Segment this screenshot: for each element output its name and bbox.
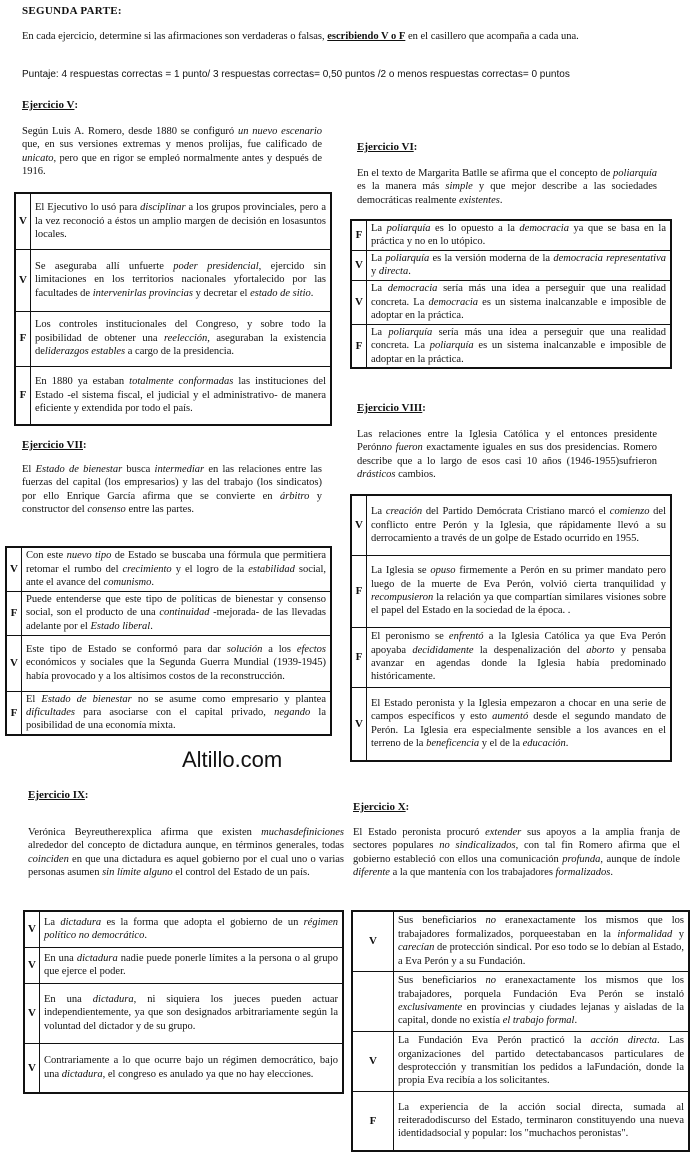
statement-cell xyxy=(367,687,672,761)
table-row xyxy=(351,555,671,627)
table-row xyxy=(351,220,671,250)
answer-cell[interactable]: V xyxy=(24,1043,40,1093)
text-segment: En una xyxy=(44,993,93,1005)
text-segment: sería más una idea a perseguir que una realidad concreta. La xyxy=(371,283,667,308)
emphasis-text: informalidad xyxy=(617,928,673,940)
answer-cell[interactable]: V xyxy=(6,547,22,591)
text-segment: , ni siquiera los jueces pueden actuar independientemente, ya que son designados arbitrariamente según la voluntad del dictador y de su grupo. xyxy=(44,993,339,1032)
text-segment: y el de la xyxy=(479,738,523,750)
text-segment: la despenalización del xyxy=(473,644,587,656)
emphasis-text: dictadura xyxy=(60,916,102,928)
emphasis-text: comunismo xyxy=(103,576,152,588)
emphasis-text: solución xyxy=(226,643,263,655)
table-row xyxy=(15,193,331,249)
emphasis-text: aborto xyxy=(586,644,615,656)
answer-cell[interactable]: V xyxy=(24,983,40,1043)
text-segment: y que mejor describe a las sociedades democráticas realmente xyxy=(357,181,657,206)
emphasis-text: consenso xyxy=(87,504,126,516)
statement-cell xyxy=(394,1091,690,1151)
text-segment: . xyxy=(144,930,147,942)
text-segment: cambios. xyxy=(395,469,436,481)
text-segment: . xyxy=(565,738,569,750)
ex8-heading: Ejercicio VIII: xyxy=(357,402,426,414)
text-segment: y xyxy=(371,266,379,278)
text-segment: La xyxy=(371,223,387,234)
text-segment: El Ejecutivo lo usó para xyxy=(35,202,141,214)
emphasis-text: dictadura xyxy=(61,1068,103,1080)
answer-cell[interactable]: F xyxy=(15,366,31,425)
text-segment: y pensaba avanzar en agendas donde la Iglesia había predominado históricamente. xyxy=(371,644,666,683)
table-row xyxy=(352,971,689,1031)
text-segment: La Iglesia se xyxy=(371,565,431,577)
table-row xyxy=(24,911,343,947)
emphasis-text: coinciden xyxy=(28,853,69,865)
text-segment: es la versión moderna de la xyxy=(429,252,554,264)
ex5-heading: Ejercicio V: xyxy=(22,99,78,111)
answer-cell[interactable]: V xyxy=(6,635,22,691)
table-row xyxy=(352,911,689,971)
text-segment: el control del Estado de un país. xyxy=(172,867,310,879)
emphasis-text: intervenirlas provincias xyxy=(92,287,193,299)
emphasis-text: democracia xyxy=(428,296,479,308)
text-segment: busca xyxy=(122,464,155,475)
text-segment: entre las partes. xyxy=(125,504,195,516)
statement-cell xyxy=(40,911,344,947)
text-segment: es un sistema inalcanzable e imposible de adoptar en la práctica. xyxy=(371,296,666,322)
answer-cell[interactable]: F xyxy=(6,691,22,735)
ex6-intro xyxy=(357,167,657,207)
ex6-heading: Ejercicio VI: xyxy=(357,141,418,153)
statement-cell xyxy=(22,591,332,635)
text-segment: del Partido Demócrata Cristiano marcó el xyxy=(422,506,610,518)
text-segment: nadie puede ponerle límites a la persona o al grupo que ejerce el poder. xyxy=(44,952,339,977)
statement-cell xyxy=(40,1043,344,1093)
text-segment: Contrariamente a lo que ocurre bajo un régimen democrático, bajo una xyxy=(44,1055,338,1080)
answer-cell[interactable]: V xyxy=(351,280,367,324)
ex8-table xyxy=(350,494,672,762)
answer-cell[interactable]: F xyxy=(352,1091,394,1151)
emphasis-text: no xyxy=(485,975,496,987)
statement-cell xyxy=(31,366,332,425)
statement-cell xyxy=(394,911,690,971)
text-segment: en las relaciones entre las fuerzas del capital (los empresarios) y las del trabajo (los sindicatos) por ello Enrique García afirma que se convierte en xyxy=(22,464,322,502)
emphasis-text: poliarquía xyxy=(613,168,657,179)
answer-cell[interactable] xyxy=(352,971,394,1031)
text-segment: y decretar el xyxy=(192,287,251,299)
text-segment: es la manera más xyxy=(357,181,446,193)
text-segment: . xyxy=(310,287,314,299)
table-row xyxy=(24,1043,343,1093)
text-segment: y constructor del xyxy=(22,490,322,516)
emphasis-text: no fueron xyxy=(381,442,423,454)
emphasis-text: sin límite alguno xyxy=(102,867,173,879)
instructions-emphasis: escribiendo V o F xyxy=(327,31,406,42)
instructions xyxy=(22,30,672,43)
text-segment: La Fundación Eva Perón practicó la xyxy=(398,1035,591,1047)
emphasis-text: dictadura xyxy=(92,993,134,1005)
text-segment: El xyxy=(26,693,42,705)
text-segment: La xyxy=(371,283,388,295)
ex5-title: Ejercicio V xyxy=(22,99,75,111)
emphasis-text: intermediar xyxy=(154,464,205,475)
text-segment: ya que se basa en la práctica y no en lo utópico. xyxy=(371,223,666,248)
emphasis-text: carecían xyxy=(398,942,435,954)
answer-cell[interactable]: V xyxy=(24,947,40,983)
emphasis-text: crecimiento xyxy=(122,563,172,575)
answer-cell[interactable]: F xyxy=(351,324,367,368)
text-segment: . xyxy=(610,867,614,879)
emphasis-text: enfrentó xyxy=(448,631,484,643)
emphasis-text: estado de sitio xyxy=(250,287,311,299)
answer-cell[interactable]: F xyxy=(15,311,31,366)
ex6-title: Ejercicio VI xyxy=(357,141,414,153)
emphasis-text: poder presidencial xyxy=(173,260,259,272)
text-segment: firmemente a Perón en su primer mandato pero luego de la muerte de Eva Perón, volvió cierta tranquilidad y xyxy=(371,565,666,590)
text-segment: en que una dictadura es aquel gobierno por el cual uno o varias personas asumen xyxy=(28,853,344,879)
emphasis-text: educación xyxy=(522,738,566,750)
emphasis-text: poliarquía xyxy=(385,252,430,264)
emphasis-text: Estado de bienestar xyxy=(35,464,123,475)
emphasis-text: muchasdefiniciones xyxy=(261,827,344,838)
text-segment: Con este xyxy=(26,550,67,562)
text-segment: La xyxy=(371,326,389,338)
text-segment: Se aseguraba allí unfuerte xyxy=(35,260,174,272)
table-row xyxy=(15,366,331,425)
text-segment: las instituciones del Estado -el sistema fiscal, el judicial y el administrativo- de manera eficiente y extendida por todo el país. xyxy=(35,376,327,414)
text-segment: . xyxy=(151,576,155,588)
ex7-title: Ejercicio VII xyxy=(22,439,83,451)
answer-cell[interactable]: V xyxy=(351,687,367,761)
emphasis-text: aumentó xyxy=(492,711,529,723)
ex9-intro xyxy=(28,826,344,880)
emphasis-text: profunda xyxy=(562,853,601,865)
emphasis-text: democracia representativa xyxy=(553,252,666,264)
answer-cell[interactable]: V xyxy=(24,911,40,947)
text-segment: El Estado peronista y la Iglesia empezaron a chocar en una serie de campos específicos y esto xyxy=(371,697,666,723)
ex5-table xyxy=(14,192,332,426)
emphasis-text: exclusivamente xyxy=(398,1002,463,1013)
emphasis-text: el trabajo formal xyxy=(502,1015,575,1027)
text-segment: a cargo de la presidencia. xyxy=(125,346,234,358)
table-row xyxy=(351,324,671,368)
emphasis-text: unicato xyxy=(22,152,54,164)
text-segment: y xyxy=(672,928,685,940)
ex5-intro xyxy=(22,125,322,179)
statement-cell xyxy=(31,311,332,366)
text-segment: , con tal fin Romero afirma que el gobierno estableció con ellos una comunicación xyxy=(353,840,680,865)
statement-cell xyxy=(22,635,332,691)
instructions-post: en el casillero que acompaña a cada una. xyxy=(405,31,579,42)
text-segment: no se asume como empresario y plantea xyxy=(131,693,326,705)
ex9-table xyxy=(23,910,344,1094)
answer-cell[interactable]: V xyxy=(351,495,367,555)
text-segment: , aseguraban la existencia de xyxy=(35,332,326,358)
watermark-text: Altillo.com xyxy=(182,747,283,772)
text-segment: En el texto de Margarita Batlle se afirma que el concepto de xyxy=(357,168,614,179)
emphasis-text: nuevo tipo xyxy=(66,550,112,562)
text-segment: . Las organizaciones del partido detectabancasos particulares de desprotección y transmitían los pedidos a laFundación, donde la propia Eva recibía a los solicitantes. xyxy=(398,1035,684,1087)
text-segment: La xyxy=(44,916,61,928)
text-segment: Los controles institucionales del Congreso, y sobre todo la posibilidad de obtener una xyxy=(35,319,326,344)
answer-cell[interactable]: F xyxy=(351,627,367,687)
text-segment: para asociarse con el capital privado, xyxy=(75,707,275,719)
emphasis-text: totalmente conformadas xyxy=(129,376,234,388)
page-title: SEGUNDA PARTE: xyxy=(22,5,122,17)
ex7-intro xyxy=(22,463,322,517)
text-segment: de protección sindical. Por eso todo se lo debían al Estado, a Eva Perón y a su Fundación. xyxy=(398,942,684,967)
text-segment: -mejorada- de las llevadas adelante por el xyxy=(26,607,326,632)
text-segment: sus apoyos a la amplia franja de sectores populares xyxy=(353,827,680,852)
table-row xyxy=(24,983,343,1043)
emphasis-text: no sindicalizados xyxy=(439,840,516,852)
text-segment: a los xyxy=(262,643,297,655)
text-segment: eranexactamente los mismos que los trabajadores, porquela Fundación Eva Perón se instaló xyxy=(398,975,684,1000)
text-segment: de Estado se buscaba una fórmula que permitiera retomar el rumbo del xyxy=(26,550,327,575)
emphasis-text: continuidad xyxy=(159,607,210,619)
text-segment: Sus beneficiarios xyxy=(398,975,486,987)
statement-cell xyxy=(40,983,344,1043)
emphasis-text: directa xyxy=(378,266,409,278)
emphasis-text: opuso xyxy=(430,565,456,577)
text-segment: El xyxy=(22,464,36,475)
text-segment: a la que mantenía con los trabajadores xyxy=(389,867,556,879)
instructions-pre: En cada ejercicio, determine si las afirmaciones son verdaderas o falsas, xyxy=(22,31,328,42)
emphasis-text: poliarquía xyxy=(386,223,431,234)
text-segment: a los grupos provinciales, pero a la vez reconoció a éstos un amplio margen de decisión en losasuntos locales. xyxy=(35,202,326,240)
text-segment: Verónica Beyreutherexplica afirma que existen xyxy=(28,827,262,838)
text-segment: . xyxy=(408,266,411,278)
text-segment: Las relaciones entre la Iglesia Católica y el entonces presidente Perón xyxy=(357,429,657,454)
emphasis-text: democracia xyxy=(387,283,438,295)
text-segment: Sus beneficiarios xyxy=(398,915,486,927)
statement-cell xyxy=(367,220,672,250)
emphasis-text: drásticos xyxy=(357,469,396,481)
text-segment: que, en sus versiones extremas y menos prolijas, fue calificado de xyxy=(22,139,322,151)
emphasis-text: Estado de bienestar xyxy=(41,693,132,705)
emphasis-text: reelección xyxy=(163,332,208,344)
emphasis-text: no xyxy=(485,915,496,927)
emphasis-text: efectos xyxy=(296,643,326,655)
emphasis-text: democracia xyxy=(519,223,569,234)
statement-cell xyxy=(31,193,332,249)
ex8-title: Ejercicio VIII xyxy=(357,402,423,414)
statement-cell xyxy=(367,627,672,687)
statement-cell xyxy=(31,249,332,311)
emphasis-text: un nuevo escenario xyxy=(237,126,322,137)
text-segment: social, ante el avance del xyxy=(26,563,326,588)
table-row xyxy=(352,1091,689,1151)
emphasis-text: recompusieron xyxy=(371,592,434,603)
text-segment: es la forma que adopta el gobierno de un xyxy=(101,916,304,928)
emphasis-text: simple xyxy=(445,181,473,193)
text-segment: sería más una idea a perseguir que una realidad concreta. La xyxy=(371,326,667,352)
text-segment: eranexactamente los mismos que los trabajadores formalizados, porqueestaban en la xyxy=(398,915,684,940)
answer-cell[interactable]: V xyxy=(15,249,31,311)
answer-cell[interactable]: V xyxy=(15,193,31,249)
emphasis-text: dificultades xyxy=(26,707,75,719)
ex6-table xyxy=(350,219,672,369)
text-segment: , aunque de índole xyxy=(600,853,680,865)
score-rules: Puntaje: 4 respuestas correctas = 1 punto/ 3 respuestas correctas= 0,50 puntos /2 o menos respuestas correctas= 0 puntos xyxy=(22,69,570,80)
table-row xyxy=(6,635,331,691)
text-segment: . xyxy=(499,194,503,206)
text-segment: , pero que en rigor se empleó normalmente antes y después de 1916. xyxy=(22,152,322,178)
text-segment: a la Iglesia Católica ya que Eva Perón apoyaba xyxy=(371,631,666,656)
text-segment: . xyxy=(574,1015,578,1027)
table-row xyxy=(15,311,331,366)
table-row xyxy=(24,947,343,983)
statement-cell xyxy=(367,555,672,627)
statement-cell xyxy=(367,324,672,368)
text-segment: es un sistema inalcanzable e imposible de adoptar en la práctica. xyxy=(371,340,666,365)
ex10-heading: Ejercicio X: xyxy=(353,801,410,813)
answer-cell[interactable]: F xyxy=(351,555,367,627)
emphasis-text: poliarquía xyxy=(388,326,433,338)
text-segment: En una xyxy=(44,952,77,964)
table-row xyxy=(351,627,671,687)
emphasis-text: Estado liberal xyxy=(90,620,151,632)
emphasis-text: diferente xyxy=(353,867,390,879)
emphasis-text: dictadura xyxy=(76,952,118,964)
table-row xyxy=(6,691,331,735)
text-segment: económicos y sociales que la Segunda Guerra Mundial (1939-1945) había provocado y a los altísimos costos de la reconstrucción. xyxy=(26,657,326,682)
emphasis-text: creación xyxy=(385,506,423,518)
answer-cell[interactable]: V xyxy=(352,911,394,971)
emphasis-text: existentes xyxy=(459,194,500,206)
emphasis-text: comienzo xyxy=(609,506,650,518)
ex9-heading: Ejercicio IX: xyxy=(28,789,89,801)
emphasis-text: formalizados xyxy=(555,867,611,879)
emphasis-text: liderazgos estables xyxy=(44,346,126,358)
emphasis-text: árbitro xyxy=(279,490,310,502)
text-segment: La experiencia de la acción social directa, sumada al reiteradodiscurso del Estado, terminaron constituyendo una nueva identidadsocial y popular: los "muchachos peronistas". xyxy=(398,1101,684,1140)
table-row xyxy=(352,1031,689,1091)
answer-cell[interactable]: V xyxy=(351,250,367,280)
answer-cell[interactable]: F xyxy=(351,220,367,250)
emphasis-text: acción directa xyxy=(590,1035,658,1047)
emphasis-text: poliarquía xyxy=(429,340,474,352)
ex10-title: Ejercicio X xyxy=(353,801,406,813)
statement-cell xyxy=(367,280,672,324)
table-row xyxy=(15,249,331,311)
statement-cell xyxy=(22,691,332,735)
text-segment: la posibilidad de una economía mixta. xyxy=(26,707,327,732)
ex8-intro xyxy=(357,428,657,482)
text-segment: El peronismo se xyxy=(371,631,449,643)
text-segment: y el logro de la xyxy=(171,563,249,575)
ex10-intro xyxy=(353,826,680,880)
table-row xyxy=(6,547,331,591)
text-segment: . xyxy=(150,620,153,632)
table-row xyxy=(351,495,671,555)
text-segment: del conflicto entre Perón y la Iglesia, que rápidamente llevó a su derrocamiento a través de un golpe de Estado ocurrido en 1955. xyxy=(371,506,667,544)
text-segment: La xyxy=(371,506,386,518)
emphasis-text: extender xyxy=(485,827,522,838)
text-segment: El Estado peronista procuró xyxy=(353,827,486,838)
answer-cell[interactable]: V xyxy=(352,1031,394,1091)
statement-cell xyxy=(394,971,690,1031)
emphasis-text: disciplinar xyxy=(140,202,186,214)
ex9-title: Ejercicio IX xyxy=(28,789,85,801)
text-segment: en provincias y ciudades lejanas y aisladas de la capital, donde no existía xyxy=(398,1002,684,1027)
text-segment: la relación ya que compartían similares visiones sobre el papel del Estado en la sociedad de la época. . xyxy=(371,592,666,617)
emphasis-text: estabilidad xyxy=(248,563,295,575)
text-segment: alrededor del concepto de dictadura aunque, en términos generales, todas xyxy=(28,840,344,852)
text-segment: desde el segundo mandato de Perón. La Iglesia era especialmente sensible a los avances en el terreno de la xyxy=(371,711,666,750)
table-row xyxy=(6,591,331,635)
answer-cell[interactable]: F xyxy=(6,591,22,635)
text-segment: Según Luis A. Romero, desde 1880 se configuró xyxy=(22,126,238,137)
text-segment: , el congreso es anulado ya que no hay elecciones. xyxy=(102,1068,314,1080)
statement-cell xyxy=(367,250,672,280)
text-segment: exactamente iguales en sus dos presidencias. Romero describe que a lo largo de esos casi 10 años (1946-1955)sufrieron xyxy=(357,442,657,467)
table-row xyxy=(351,687,671,761)
ex10-table xyxy=(351,910,690,1152)
emphasis-text: beneficencia xyxy=(426,738,480,750)
statement-cell xyxy=(394,1031,690,1091)
emphasis-text: decididamente xyxy=(412,644,474,656)
statement-cell xyxy=(40,947,344,983)
text-segment: , ejercido sin limitaciones en los territorios nacionales yfortalecido por las facultades de xyxy=(35,260,326,299)
ex7-heading: Ejercicio VII: xyxy=(22,439,87,451)
text-segment: es lo opuesto a la xyxy=(430,223,520,234)
text-segment: Puede entenderse que este tipo de políticas de bienestar y consenso social, son el producto de una xyxy=(26,593,326,619)
statement-cell xyxy=(367,495,672,555)
text-segment: En 1880 ya estaban xyxy=(35,376,130,388)
text-segment: La xyxy=(371,252,386,264)
statement-cell xyxy=(22,547,332,591)
emphasis-text: régimen político no democrático xyxy=(44,916,339,942)
text-segment: Este tipo de Estado se conformó para dar xyxy=(26,643,227,655)
table-row xyxy=(351,280,671,324)
emphasis-text: negando xyxy=(274,707,311,719)
ex7-table xyxy=(5,546,332,736)
table-row xyxy=(351,250,671,280)
